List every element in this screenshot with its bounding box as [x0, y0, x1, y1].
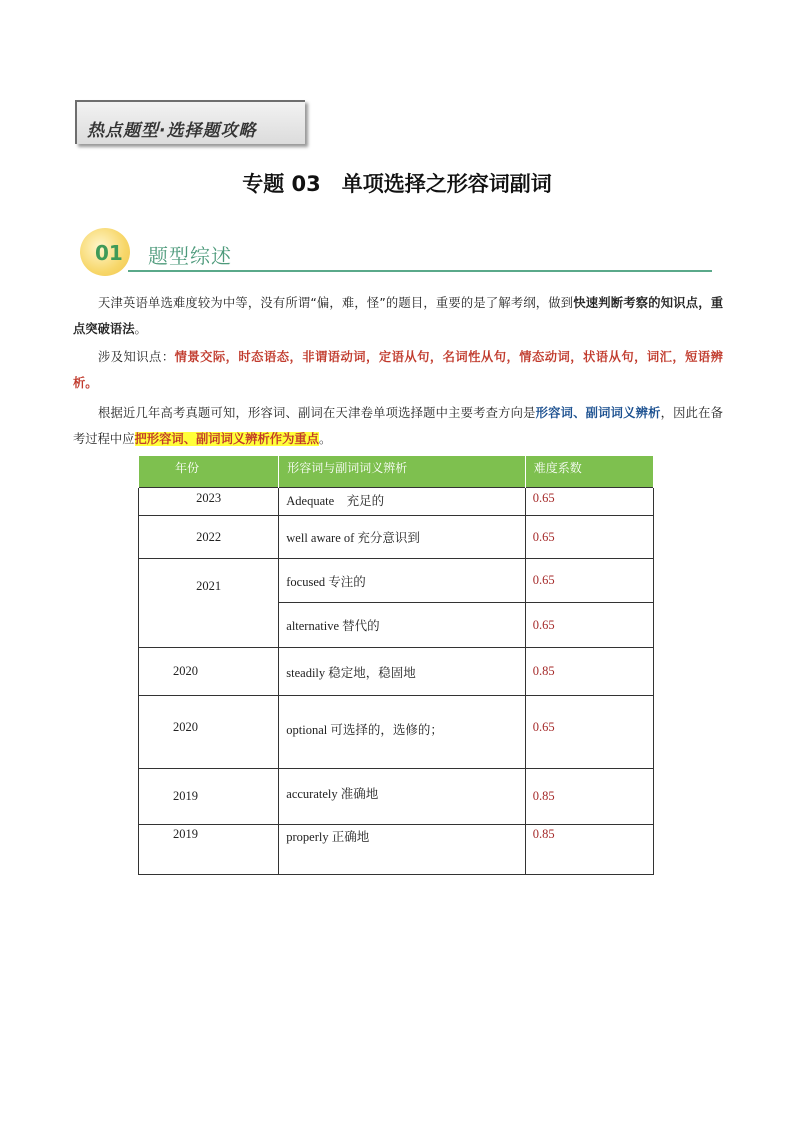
exam-table: [138, 456, 654, 875]
item-cell: well aware of 充分意识到: [279, 516, 525, 559]
header-coef: 难度系数: [525, 456, 653, 488]
item-cell: accurately 准确地: [279, 769, 525, 825]
focus-highlight: 把形容词、副词词义辨析作为重点: [134, 432, 319, 446]
intro-paragraph: [73, 290, 723, 342]
intro-end: 。: [134, 322, 147, 336]
item-cell: properly 正确地: [279, 825, 525, 875]
item-cell: Adequate 充足的: [279, 488, 525, 516]
coef-cell: 0.65: [525, 488, 653, 516]
year-cell: 2022: [139, 516, 279, 559]
coef-cell: 0.65: [525, 696, 653, 769]
year-cell: 2019: [139, 769, 279, 825]
focus-text-2: ，因此在备考过程中应: [73, 406, 723, 446]
section-divider: [128, 270, 712, 272]
knowledge-list: 情景交际，时态语态，非谓语动词，定语从句，名词性从句，情态动词，状语从句，词汇，短语辨析。: [73, 350, 723, 390]
focus-text-1: 根据近几年高考真题可知，形容词、副词在天津卷单项选择题中主要考查方向是: [98, 406, 536, 420]
table-row: [139, 696, 654, 769]
item-cell: steadily 稳定地，稳固地: [279, 648, 525, 696]
item-cell: focused 专注的: [279, 559, 525, 603]
section-title: 题型综述: [148, 244, 232, 268]
item-cell: optional 可选择的，选修的；: [279, 696, 525, 769]
coef-cell: 0.85: [525, 769, 653, 825]
year-cell: 2020: [139, 696, 279, 769]
table-row: [139, 488, 654, 516]
table-row: [139, 825, 654, 875]
header-year: 年份: [139, 456, 279, 488]
intro-text: 天津英语单选难度较为中等，没有所谓“偏，难，怪”的题目，重要的是了解考纲，做到: [98, 296, 574, 310]
table-row: [139, 769, 654, 825]
focus-end: 。: [318, 432, 332, 446]
coef-cell: 0.65: [525, 516, 653, 559]
knowledge-label: 涉及知识点：: [98, 350, 175, 364]
page-title: 专题 03 单项选择之形容词副词: [242, 172, 552, 196]
item-cell: alternative 替代的: [279, 603, 525, 648]
section-number: 01: [95, 241, 123, 265]
year-cell: 2023: [139, 488, 279, 516]
year-cell: 2019: [139, 825, 279, 875]
table-row: [139, 516, 654, 559]
banner-text: 热点题型·选择题攻略: [87, 121, 257, 141]
year-cell: 2021: [139, 559, 279, 648]
focus-paragraph: [73, 400, 723, 452]
knowledge-points-paragraph: [73, 344, 723, 396]
intro-emphasis: 快速判断考察的知识点，重点突破语法: [73, 296, 723, 336]
coef-cell: 0.85: [525, 648, 653, 696]
focus-topic: 形容词、副词词义辨析: [535, 406, 661, 420]
table-row: [139, 559, 654, 603]
table-row: [139, 648, 654, 696]
year-cell: 2020: [139, 648, 279, 696]
table-header-row: [139, 456, 654, 488]
coef-cell: 0.65: [525, 603, 653, 648]
topic-banner: [75, 100, 305, 144]
coef-cell: 0.65: [525, 559, 653, 603]
coef-cell: 0.85: [525, 825, 653, 875]
header-item: 形容词与副词词义辨析: [279, 456, 525, 488]
